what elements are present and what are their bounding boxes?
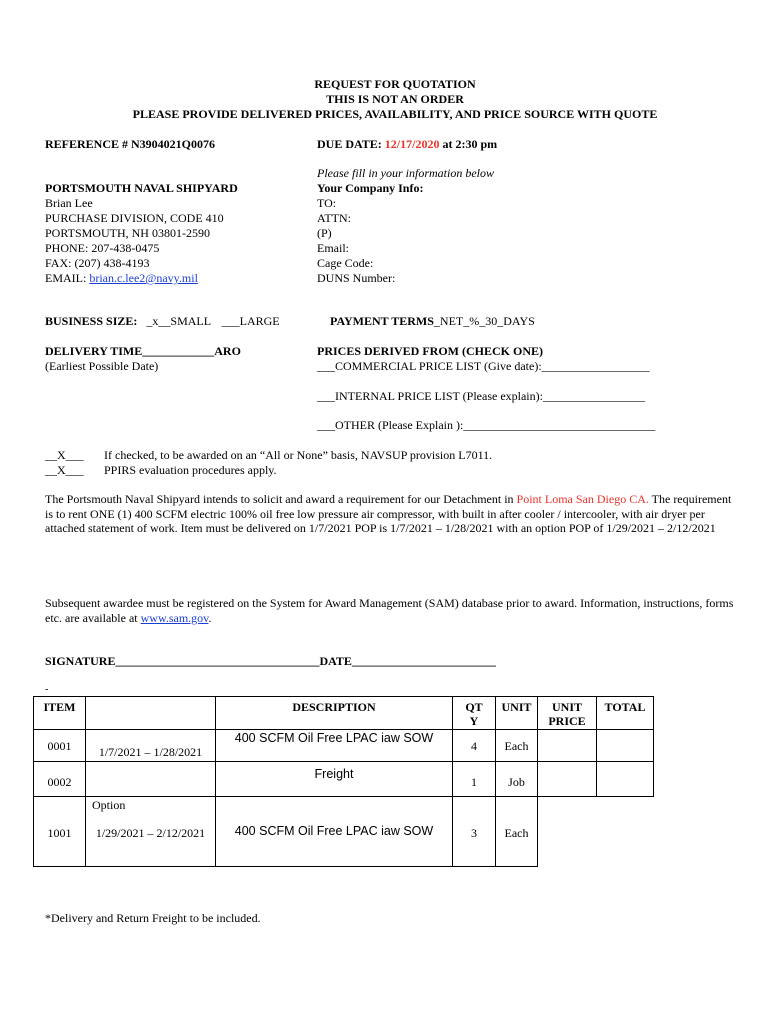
row-period: Option 1/29/2021 – 2/12/2021 xyxy=(86,797,216,867)
vendor-heading: Your Company Info: xyxy=(317,181,424,195)
row-period xyxy=(86,762,216,797)
check-mark-ppirs[interactable]: __X___ xyxy=(45,463,84,477)
reference-label: REFERENCE # xyxy=(45,137,129,151)
header-qty: QT Y xyxy=(453,697,496,730)
prices-other-option[interactable]: ___OTHER (Please Explain ):________________________________ xyxy=(317,418,656,432)
row-description: Freight xyxy=(216,762,453,797)
vendor-block xyxy=(317,166,494,286)
vendor-phone-field[interactable]: (P) xyxy=(317,226,332,240)
row-description: 400 SCFM Oil Free LPAC iaw SOW xyxy=(216,797,453,867)
row-period: 1/7/2021 – 1/28/2021 xyxy=(86,730,216,762)
payment-terms xyxy=(330,314,535,329)
buyer-email-link[interactable]: brian.c.lee2@navy.mil xyxy=(89,271,198,285)
row-total-cell[interactable] xyxy=(597,797,654,867)
row-unit-price-cell[interactable] xyxy=(538,762,597,797)
delivery-time-field[interactable]: DELIVERY TIME____________ARO xyxy=(45,344,241,358)
table-row xyxy=(34,730,654,762)
table-row xyxy=(34,797,654,867)
header-item: ITEM xyxy=(34,697,86,730)
row-item: 0002 xyxy=(34,762,86,797)
signature-blank[interactable]: __________________________________ xyxy=(115,654,320,668)
row-total-cell[interactable] xyxy=(597,730,654,762)
header-period xyxy=(86,697,216,730)
row-item: 0001 xyxy=(34,730,86,762)
buyer-name: Brian Lee xyxy=(45,196,93,210)
signature-line[interactable] xyxy=(45,654,496,669)
check-text-ppirs: PPIRS evaluation procedures apply. xyxy=(104,463,277,477)
due-date-label: DUE DATE: xyxy=(317,137,382,151)
row-description: 400 SCFM Oil Free LPAC iaw SOW xyxy=(216,730,453,762)
vendor-email-field[interactable]: Email: xyxy=(317,241,349,255)
statement-location: Point Loma San Diego CA. xyxy=(516,492,649,506)
due-date-value: 12/17/2020 xyxy=(384,137,440,151)
row-total-cell[interactable] xyxy=(597,762,654,797)
buyer-division: PURCHASE DIVISION, CODE 410 xyxy=(45,211,224,225)
row-unit: Each xyxy=(496,730,538,762)
header-total: TOTAL xyxy=(597,697,654,730)
buyer-org: PORTSMOUTH NAVAL SHIPYARD xyxy=(45,181,238,195)
business-size xyxy=(45,314,280,329)
sam-text: Subsequent awardee must be registered on the System for Award Management (SAM) database prior to award. Information, instructions, forms etc. are available at xyxy=(45,596,734,625)
table-header-row xyxy=(34,697,654,730)
signature-label: SIGNATURE xyxy=(45,654,116,668)
business-size-label: BUSINESS SIZE: xyxy=(45,314,138,328)
signature-date-label: DATE xyxy=(319,654,352,668)
sam-link[interactable]: www.sam.gov xyxy=(140,610,209,625)
statement-part-1: The Portsmouth Naval Shipyard intends to solicit and award a requirement for our Detachment in xyxy=(45,492,517,506)
prices-heading: PRICES DERIVED FROM (CHECK ONE) xyxy=(317,344,544,358)
buyer-city: PORTSMOUTH, NH 03801-2590 xyxy=(45,226,210,240)
check-text-all-or-none: If checked, to be awarded on an “All or None” basis, NAVSUP provision L7011. xyxy=(104,448,493,462)
vendor-to-field[interactable]: TO: xyxy=(317,196,337,210)
row-qty: 4 xyxy=(453,730,496,762)
due-date-time: at 2:30 pm xyxy=(442,137,498,151)
buyer-email-label: EMAIL: xyxy=(45,271,87,285)
title-line-1: REQUEST FOR QUOTATION xyxy=(314,77,476,91)
stray-mark: - xyxy=(45,684,49,695)
buyer-block xyxy=(45,181,238,286)
vendor-attn-field[interactable]: ATTN: xyxy=(317,211,351,225)
header-unit: UNIT xyxy=(496,697,538,730)
sam-end: . xyxy=(208,610,212,625)
statement-part-2: The requirement is to rent ONE (1) 400 SCFM electric 100% oil free low pressure air compressor, with built in after cooler / intercooler, with air dryer per attached statement of work. Item must be delivered on 1/7/2021 POP is 1/7/2021 – 1/28/2021 with an option POP of 1/29/2021 – 2/12/2021 xyxy=(45,492,732,535)
row-qty: 1 xyxy=(453,762,496,797)
prices-commercial-option[interactable]: ___COMMERCIAL PRICE LIST (Give date):__________________ xyxy=(317,359,650,373)
row-qty: 3 xyxy=(453,797,496,867)
items-table xyxy=(33,696,654,867)
title-line-3: PLEASE PROVIDE DELIVERED PRICES, AVAILABILITY, AND PRICE SOURCE WITH QUOTE xyxy=(132,107,658,121)
buyer-fax: FAX: (207) 438-4193 xyxy=(45,256,150,270)
delivery-note: (Earliest Possible Date) xyxy=(45,359,159,373)
delivery-block xyxy=(45,344,241,374)
row-unit: Each xyxy=(496,797,538,867)
payment-terms-label: PAYMENT TERMS xyxy=(330,314,434,328)
prices-internal-option[interactable]: ___INTERNAL PRICE LIST (Please explain):_________________ xyxy=(317,389,645,403)
vendor-cage-code-field[interactable]: Cage Code: xyxy=(317,256,374,270)
buyer-phone: PHONE: 207-438-0475 xyxy=(45,241,160,255)
buyer-email xyxy=(45,271,238,286)
vendor-instruction: Please fill in your information below xyxy=(317,166,494,180)
row-item: 1001 xyxy=(34,797,86,867)
header-unit-price: UNIT PRICE xyxy=(538,697,597,730)
reference-number xyxy=(45,137,215,152)
title-line-2: THIS IS NOT AN ORDER xyxy=(326,92,464,106)
requirement-statement xyxy=(45,492,740,536)
payment-terms-value[interactable]: _NET_%_30_DAYS xyxy=(433,314,535,328)
row-unit: Job xyxy=(496,762,538,797)
table-row xyxy=(34,762,654,797)
prices-block xyxy=(317,344,650,374)
footer-note: *Delivery and Return Freight to be included. xyxy=(45,911,261,925)
business-size-small[interactable]: _x__SMALL xyxy=(146,314,211,328)
signature-date-blank[interactable]: ________________________ xyxy=(351,654,496,668)
header-description: DESCRIPTION xyxy=(216,697,453,730)
vendor-duns-field[interactable]: DUNS Number: xyxy=(317,271,396,285)
row-unit-price-cell[interactable] xyxy=(538,730,597,762)
reference-value: N3904021Q0076 xyxy=(131,137,216,151)
sam-statement xyxy=(45,596,740,625)
business-size-large[interactable]: ___LARGE xyxy=(221,314,280,328)
row-option-label: Option xyxy=(92,798,126,812)
row-unit-price-cell[interactable] xyxy=(538,797,597,867)
due-date xyxy=(317,137,497,152)
check-mark-all-or-none[interactable]: __X___ xyxy=(45,448,84,462)
